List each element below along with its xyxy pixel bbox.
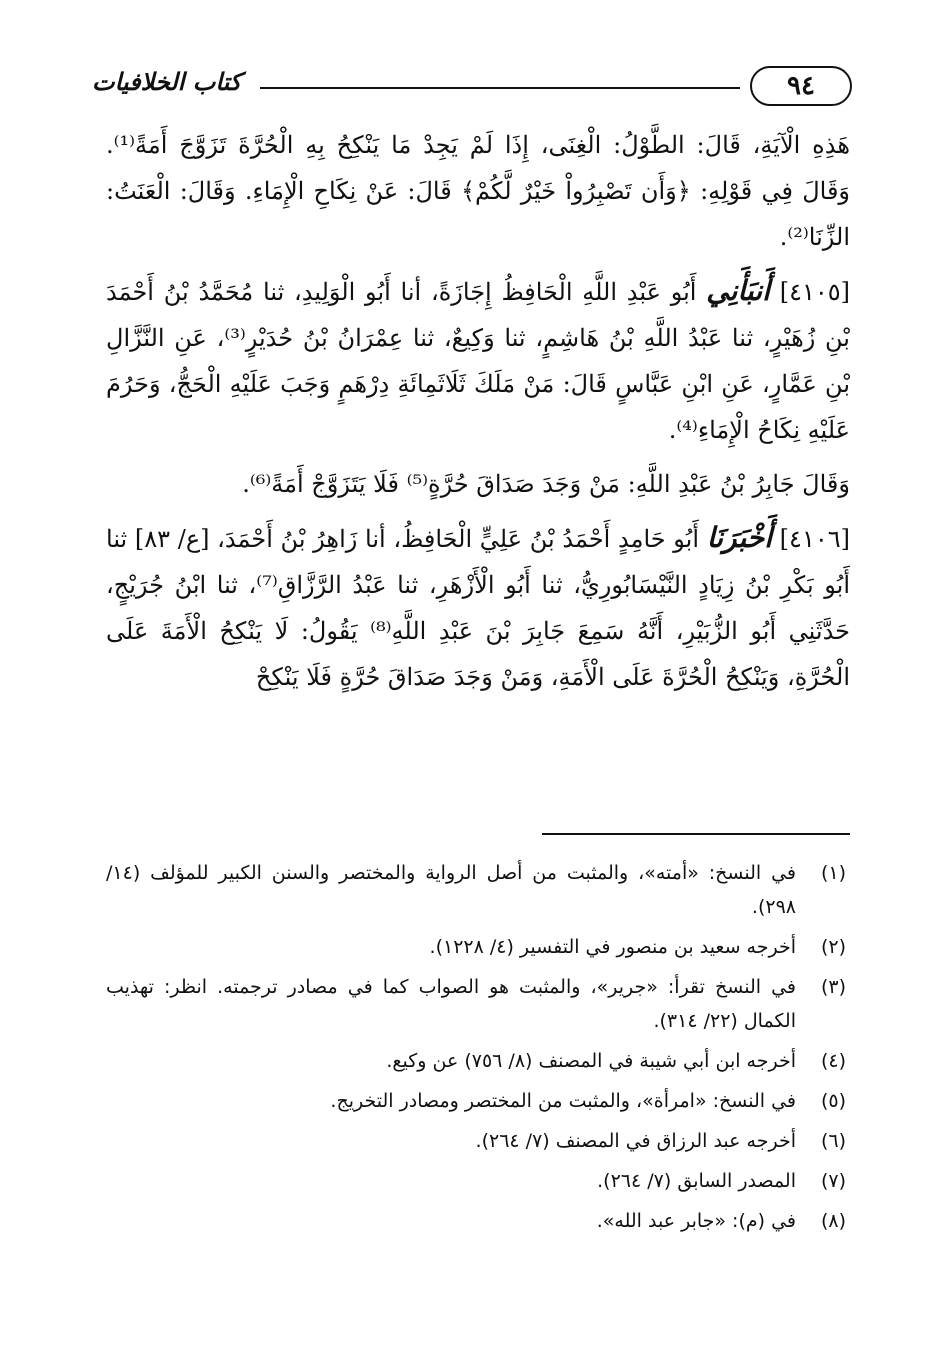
book-title: كتاب الخلافيات (92, 67, 242, 96)
hadith-lead-word: أَنبَأَنِي (706, 274, 770, 307)
footnote-text: أخرجه عبد الرزاق في المصنف (٧/ ٢٦٤). (475, 1130, 796, 1152)
footnote-text: في النسخ: «أمته»، والمثبت من أصل الرواية والمختصر والسنن الكبير للمؤلف (١٤/ ٢٩٨). (106, 862, 796, 918)
hadith-text: أَبُو حَامِدٍ أَحْمَدُ بْنُ عَلِيٍّ الْحَافِظُ، أنا زَاهِرُ بْنُ أَحْمَدَ، [ع/ ٨٣] ثنا أَبُو بَكْرِ بْنُ زِيَادٍ النَّيْسَابُورِيُّ، ثنا أَبُو الْأَزْهَرِ، ثنا عَبْدُ الرَّزَّاقِ⁽⁷⁾، ثنا ابْنُ جُرَيْجٍ، حَدَّثَنِي أَبُو الزُّبَيْرِ، أَنَّهُ سَمِعَ جَابِرَ بْنَ عَبْدِ اللَّهِ⁽⁸⁾ يَقُولُ: لَا يَنْكِحُ الْأَمَةَ عَلَى الْحُرَّةِ، وَيَنْكِحُ الْحُرَّةَ عَلَى الْأَمَةِ، وَمَنْ وَجَدَ صَدَاقَ حُرَّةٍ فَلَا يَنْكِحْ (106, 525, 851, 691)
footnote (106, 1164, 846, 1198)
footnote-text: في النسخ تقرأ: «جرير»، والمثبت هو الصواب كما في مصادر ترجمته. انظر: تهذيب الكمال (٢٢/ ٣١٤). (106, 976, 796, 1032)
paragraph-jabir: وَقَالَ جَابِرُ بْنُ عَبْدِ اللَّهِ: مَنْ وَجَدَ صَدَاقَ حُرَّةٍ⁽⁵⁾ فَلَا يَتَزَوَّجْ أَمَةً⁽⁶⁾. (242, 470, 850, 498)
footnote-number: (٣) (820, 976, 846, 998)
footnote-number: (١) (820, 862, 846, 884)
footnote-number: (٤) (820, 1050, 846, 1072)
footnote-text: أخرجه ابن أبي شيبة في المصنف (٨/ ٧٥٦) عن وكيع. (386, 1050, 796, 1072)
hadith-number: [٤١٠٥] (779, 278, 850, 306)
page-header (92, 58, 852, 118)
paragraph-intro: هَذِهِ الْآيَةِ، قَالَ: الطَّوْلُ: الْغِنَى، إِذَا لَمْ يَجِدْ مَا يَنْكِحُ بِهِ الْحُرَّةَ تَزَوَّجَ أَمَةً⁽¹⁾. وَقَالَ فِي قَوْلِهِ: ﴿وَأَن تَصْبِرُواْ خَيْرٌ لَّكُمْ﴾ قَالَ: عَنْ نِكَاحِ الْإِمَاءِ. وَقَالَ: الْعَنَتُ: الزِّنَا⁽²⁾. (106, 131, 851, 251)
footnote (106, 1084, 846, 1118)
footnote-separator (542, 833, 850, 835)
footnote-number: (٥) (820, 1090, 846, 1112)
footnote-text: المصدر السابق (٧/ ٢٦٤). (597, 1170, 796, 1192)
footnote (106, 856, 846, 924)
footnote (106, 1044, 846, 1078)
hadith-4105 (106, 268, 850, 453)
footnote-number: (٧) (820, 1170, 846, 1192)
hadith-lead-word: أَخْبَرَنَا (706, 521, 772, 554)
hadith-4106 (106, 515, 850, 700)
footnote-text: في النسخ: «امرأة»، والمثبت من المختصر ومصادر التخريج. (330, 1090, 796, 1112)
main-text (106, 122, 850, 700)
header-rule (260, 87, 740, 89)
footnote-number: (٢) (820, 936, 846, 958)
footnote (106, 1204, 846, 1238)
page-number: ٩٤ (750, 66, 852, 106)
footnote-number: (٦) (820, 1130, 846, 1152)
footnotes (106, 856, 846, 1244)
footnote-text: أخرجه سعيد بن منصور في التفسير (٤/ ١٢٢٨). (429, 936, 796, 958)
footnote (106, 1124, 846, 1158)
footnote-text: في (م): «جابر عبد الله». (596, 1210, 796, 1232)
hadith-number: [٤١٠٦] (779, 525, 850, 553)
footnote (106, 930, 846, 964)
hadith-text: أَبُو عَبْدِ اللَّهِ الْحَافِظُ إِجَازَةً، أنا أَبُو الْوَلِيدِ، ثنا مُحَمَّدُ بْنُ أَحْمَدَ بْنِ زُهَيْرٍ، ثنا عَبْدُ اللَّهِ بْنُ هَاشِمٍ، ثنا وَكِيعٌ، ثنا عِمْرَانُ بْنُ حُدَيْرٍ⁽³⁾، عَنِ النَّزَّالِ بْنِ عَمَّارٍ، عَنِ ابْنِ عَبَّاسٍ قَالَ: مَنْ مَلَكَ ثَلَاثَمِائَةِ دِرْهَمٍ وَجَبَ عَلَيْهِ الْحَجُّ، وَحَرُمَ عَلَيْهِ نِكَاحُ الْإِمَاءِ⁽⁴⁾. (106, 278, 851, 444)
footnote-number: (٨) (820, 1210, 846, 1232)
footnote (106, 970, 846, 1038)
